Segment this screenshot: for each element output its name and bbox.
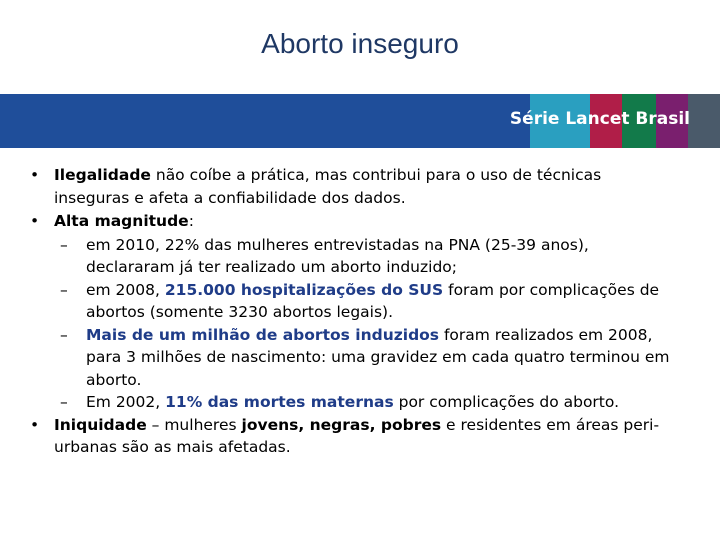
sub-item-text: Em 2002,: [86, 393, 166, 411]
highlight-text: 11% das mortes maternas: [165, 393, 394, 411]
sub-item-2010: [30, 234, 680, 279]
bullet-mark: •: [30, 212, 40, 230]
sub-item-text: foram realizados em 2008, para 3 milhões de nascimento: uma gravidez em cada quatro terminou em aborto.: [86, 325, 670, 389]
bullet-mark: •: [30, 166, 40, 184]
banner-slate-band: [688, 94, 720, 148]
dash-mark: –: [60, 325, 68, 344]
sub-item-2002-maternal-deaths: [30, 391, 680, 414]
dash-mark: –: [60, 280, 68, 299]
banner-base-band: [0, 94, 530, 148]
bullet-text: não coíbe a prática, mas contribui para o uso de técnicas inseguras e afeta a confiabilidade dos dados.: [54, 166, 602, 207]
dash-mark: –: [60, 393, 68, 411]
bullet-mark: •: [30, 415, 40, 434]
bullet-alta-magnitude: [30, 210, 680, 233]
bullet-iniquidade: [30, 414, 680, 459]
sub-item-induced-abortions: [30, 324, 680, 392]
bullet-bold-term: Alta magnitude: [54, 212, 189, 230]
bullet-text: :: [188, 212, 194, 230]
bullet-bold-term: Iniquidade: [54, 415, 147, 434]
sub-item-text: em 2010, 22% das mulheres entrevistadas na PNA (25-39 anos), declararam já ter realizado um aborto induzido;: [86, 235, 589, 276]
bullet-list: [30, 164, 680, 460]
bullet-bold-term: Ilegalidade: [54, 166, 151, 184]
sub-item-text: por complicações do aborto.: [393, 393, 620, 411]
highlight-text: 215.000 hospitalizações do SUS: [164, 280, 444, 299]
bullet-text: – mulheres: [146, 415, 242, 434]
sub-item-text: foram por complicações de abortos (somente 3230 abortos legais).: [86, 280, 660, 321]
banner: [0, 94, 720, 148]
bullet-text: e residentes em áreas peri-urbanas são as mais afetadas.: [54, 415, 660, 456]
slide-title: Aborto inseguro: [261, 28, 459, 59]
banner-label: Série Lancet Brasil: [509, 109, 690, 129]
highlight-text: Mais de um milhão de abortos induzidos: [86, 325, 440, 344]
sub-item-text: em 2008,: [86, 280, 165, 299]
bullet-bold-term: jovens, negras, pobres: [241, 415, 442, 434]
sub-item-2008-hospitalizations: [30, 279, 680, 324]
bullet-ilegalidade: [30, 164, 680, 209]
dash-mark: –: [60, 235, 68, 254]
